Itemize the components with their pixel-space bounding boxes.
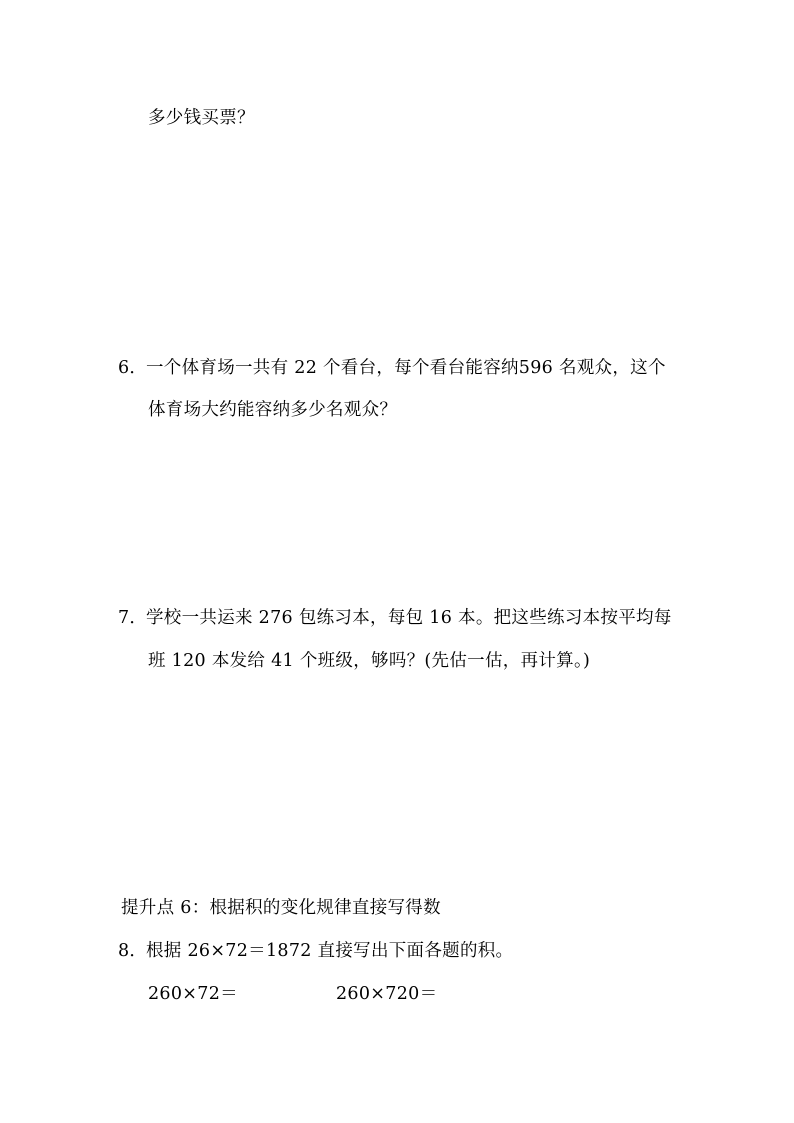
question-8-text: 根据 26×72＝1872 直接写出下面各题的积。 <box>146 941 514 961</box>
question-5-continuation: 多少钱买票？ <box>148 108 255 128</box>
question-8-number: 8． <box>118 941 148 961</box>
question-6-number: 6． <box>118 358 148 378</box>
question-8 <box>118 940 513 962</box>
section-heading: 提升点 6：根据积的变化规律直接写得数 <box>121 898 441 918</box>
expression-1: 260×72＝ <box>148 984 238 1004</box>
expression-2: 260×720＝ <box>336 984 438 1004</box>
question-7-number: 7． <box>118 608 148 628</box>
question-6-line-1: 一个体育场一共有 22 个看台，每个看台能容纳596 名观众，这个 <box>146 358 666 378</box>
question-8-expressions <box>148 983 438 1005</box>
question-6-line-2: 体育场大约能容纳多少名观众？ <box>148 400 398 420</box>
question-6 <box>118 357 666 379</box>
question-7-line-1: 学校一共运来 276 包练习本，每包 16 本。把这些练习本按平均每 <box>146 608 672 628</box>
question-7-line-2: 班 120 本发给 41 个班级，够吗？(先估一估，再计算。) <box>148 651 591 671</box>
question-7 <box>118 607 672 629</box>
